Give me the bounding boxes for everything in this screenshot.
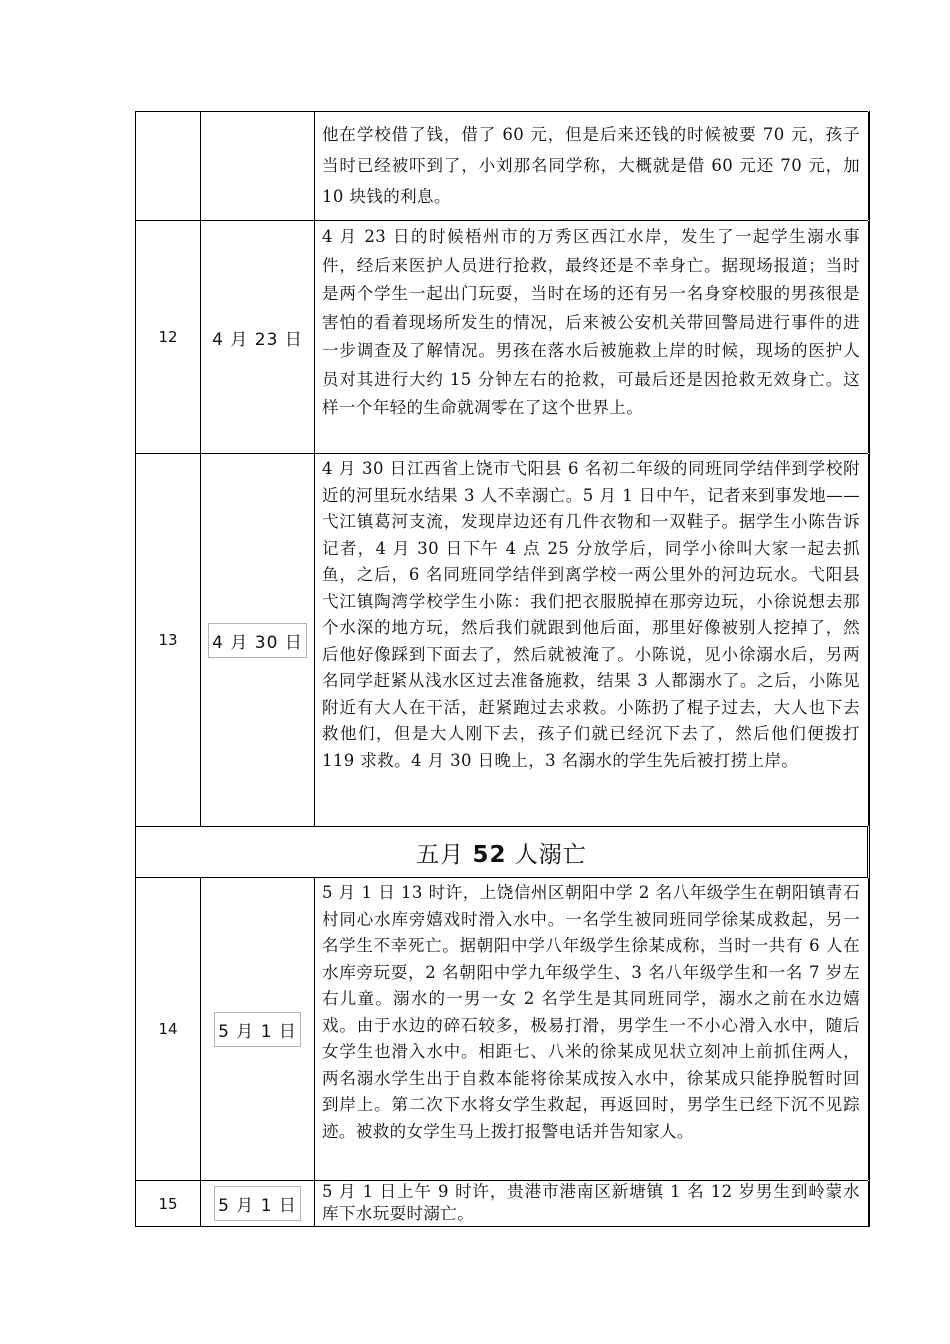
table-row: [135, 1180, 868, 1226]
row-number-cell: [136, 221, 201, 453]
description-text: 4 月 30 日江西省上饶市弋阳县 6 名初二年级的同班同学结伴到学校附近的河里玩水结果 3 人不幸溺亡。5 月 1 日中午，记者来到事发地——弋江镇葛河支流，发现岸边还有几件衣物和一双鞋子。据学生小陈告诉记者，4 月 30 日下午 4 点 25 分放学后，同学小徐叫大家一起去抓鱼，之后，6 名同班同学结伴到离学校一两公里外的河边玩水。弋阳县弋江镇陶湾学校学生小陈：我们把衣服脱掉在那旁边玩，小徐说想去那个水深的地方玩，然后我们就跟到他后面，那里好像被别人挖掉了，然后他好像踩到下面去了，然后就被淹了。小陈说，见小徐溺水后，另两名同学赶紧从浅水区过去准备施救，结果 3 人都溺水了。之后，小陈见附近有大人在干活，赶紧跑过去求救。小陈扔了棍子过去，大人也下去救他们，但是大人刚下去，孩子们就已经沉下去了，然后他们便拨打 119 求救。4 月 30 日晚上，3 名溺水的学生先后被打捞上岸。: [322, 459, 860, 770]
heading-prefix: 五月: [416, 841, 473, 868]
date-cell: [201, 1181, 315, 1226]
description-cell: [315, 112, 869, 220]
description-cell: [315, 221, 869, 453]
description-cell: [315, 454, 869, 826]
row-number-cell: [136, 1181, 201, 1226]
incident-date: 5 月 1 日: [214, 1186, 301, 1221]
description-text: 5 月 1 日 13 时许，上饶信州区朝阳中学 2 名八年级学生在朝阳镇青石村同心水库旁嬉戏时滑入水中。一名学生被同班同学徐某成救起，另一名学生不幸死亡。据朝阳中学八年级学生徐某成称，当时一共有 6 人在水库旁玩耍，2 名朝阳中学九年级学生、3 名八年级学生和一名 7 岁左右儿童。溺水的一男一女 2 名学生是其同班同学，溺水之前在水边嬉戏。由于水边的碎石较多，极易打滑，男学生一不小心滑入水中，随后女学生也滑入水中。相距七、八米的徐某成见状立刻冲上前抓住两人，两名溺水学生出于自救本能将徐某成按入水中，徐某成只能挣脱暂时回到岸上。第二次下水将女学生救起，再返回时，男学生已经下沉不见踪迹。被救的女学生马上拨打报警电话并告知家人。: [322, 883, 860, 1141]
date-cell: [201, 878, 315, 1180]
row-number-cell: [136, 112, 201, 220]
table-row: [135, 453, 868, 826]
description-cell: [315, 1181, 869, 1226]
heading-number: 52: [472, 841, 507, 868]
date-cell: [201, 454, 315, 826]
row-number: 12: [158, 328, 178, 346]
description-text: 5 月 1 日上午 9 时许，贵港市港南区新塘镇 1 名 12 岁男生到岭蒙水库下水玩耍时溺亡。: [322, 1182, 860, 1223]
incident-date: 5 月 1 日: [214, 1012, 301, 1047]
table-row: [135, 877, 868, 1180]
table-bottom-border: [135, 1226, 869, 1227]
date-cell: [201, 112, 315, 220]
heading-suffix: 人溺亡: [506, 841, 587, 868]
row-number: 15: [158, 1194, 178, 1213]
section-heading: [416, 836, 587, 869]
row-number: 14: [158, 1020, 178, 1038]
table-row: [135, 220, 868, 453]
description-text: 4 月 23 日的时候梧州市的万秀区西江水岸，发生了一起学生溺水事件，经后来医护人员进行抢救，最终还是不幸身亡。据现场报道；当时是两个学生一起出门玩耍，当时在场的还有另一名身穿校服的男孩很是害怕的看着现场所发生的情况，后来被公安机关带回警局进行事件的进一步调查及了解情况。男孩在落水后被施救上岸的时候，现场的医护人员对其进行大约 15 分钟左右的抢救，可最后还是因抢救无效身亡。这样一个年轻的生命就凋零在了这个世界上。: [322, 227, 860, 417]
row-number-cell: [136, 878, 201, 1180]
description-cell: [315, 878, 869, 1180]
description-text: 他在学校借了钱，借了 60 元，但是后来还钱的时候被要 70 元，孩子当时已经被吓到了，小刘那名同学称，大概就是借 60 元还 70 元，加 10 块钱的利息。: [322, 125, 860, 206]
row-number-cell: [136, 454, 201, 826]
incident-date: 4 月 30 日: [208, 623, 307, 658]
date-cell: [201, 221, 315, 453]
table-outer-border: [869, 111, 870, 1227]
table-row: [135, 111, 868, 220]
incident-date: 4 月 23 日: [212, 329, 303, 350]
section-heading-row: [135, 826, 868, 877]
row-number: 13: [158, 631, 178, 649]
